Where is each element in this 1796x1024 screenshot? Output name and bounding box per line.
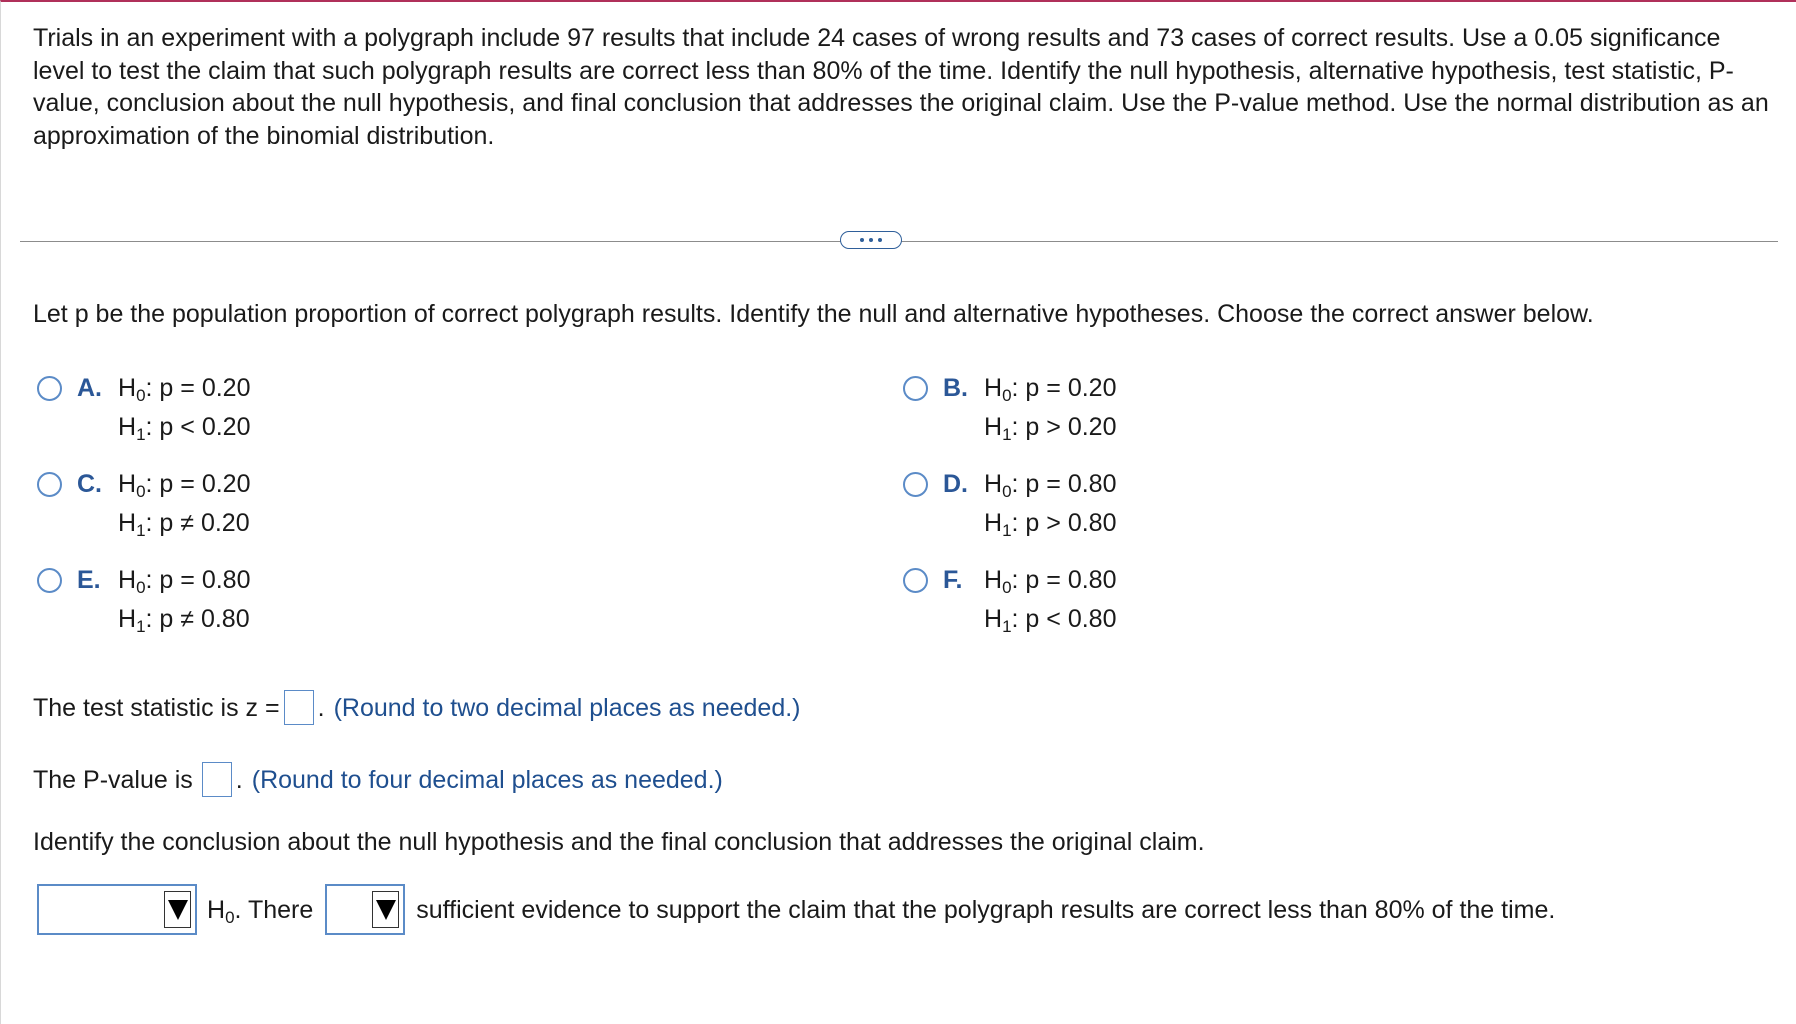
conclusion-tail-text: sufficient evidence to support the claim that the polygraph results are correct less than 80% of the time.	[416, 895, 1556, 924]
evidence-dropdown[interactable]	[325, 884, 405, 935]
null-hypothesis: $H_0$: p = 0.20	[118, 470, 251, 501]
alternative-hypothesis: $H_1$: p < 0.20	[118, 413, 251, 444]
radio-button-f[interactable]	[903, 568, 928, 593]
alternative-hypothesis: $H_1$: p > 0.80	[984, 509, 1117, 540]
alternative-hypothesis: $H_1$: p ≠ 0.80	[118, 605, 250, 636]
radio-button-e[interactable]	[37, 568, 62, 593]
radio-button-c[interactable]	[37, 472, 62, 497]
null-hypothesis: $H_0$: p = 0.80	[118, 566, 251, 597]
dropdown-arrow-icon[interactable]	[372, 891, 399, 928]
test-statistic-label: The test statistic is z =	[33, 693, 280, 722]
p-value-line	[33, 762, 723, 797]
alternative-hypothesis: $H_1$: p > 0.20	[984, 413, 1117, 444]
null-hypothesis: $H_0$: p = 0.80	[984, 566, 1117, 597]
radio-button-d[interactable]	[903, 472, 928, 497]
option-letter: C.	[77, 470, 102, 498]
option-letter: A.	[77, 374, 102, 402]
p-value-hint: (Round to four decimal places as needed.)	[251, 765, 723, 794]
alternative-hypothesis: $H_1$: p ≠ 0.20	[118, 509, 250, 540]
question-text: Trials in an experiment with a polygraph include 97 results that include 24 cases of wrong results and 73 cases of correct results. Use a 0.05 significance level to test the claim that such polygraph results are correct less than 80% of the time. Identify the null hypothesis, alternative hypothesis, test statistic, P-value, conclusion about the null hypothesis, and final conclusion that addresses the original claim. Use the P-value method. Use the normal distribution as an approximation of the binomial distribution.	[33, 24, 1769, 150]
null-hypothesis: $H_0$: p = 0.20	[984, 374, 1117, 405]
option-letter: B.	[943, 374, 968, 402]
option-c[interactable]	[37, 468, 437, 543]
option-d[interactable]	[903, 468, 1303, 543]
option-letter: D.	[943, 470, 968, 498]
dot-icon	[869, 238, 873, 242]
option-e[interactable]	[37, 564, 437, 639]
h0-label: $H_0$. There	[207, 895, 314, 927]
null-hypothesis: $H_0$: p = 0.20	[118, 374, 251, 405]
option-letter: E.	[77, 566, 101, 594]
dropdown-arrow-icon[interactable]	[164, 891, 191, 928]
conclusion-line	[33, 884, 1555, 935]
test-statistic-line	[33, 690, 801, 725]
show-more-button[interactable]	[840, 231, 902, 249]
test-statistic-input[interactable]	[284, 690, 314, 725]
option-b[interactable]	[903, 372, 1303, 447]
dot-icon	[878, 238, 882, 242]
p-value-input[interactable]	[202, 762, 232, 797]
conclusion-prompt: Identify the conclusion about the null hypothesis and the final conclusion that addresses the original claim.	[33, 828, 1205, 856]
dot-icon	[860, 238, 864, 242]
null-conclusion-dropdown[interactable]	[37, 884, 197, 935]
option-letter: F.	[943, 566, 963, 594]
radio-button-a[interactable]	[37, 376, 62, 401]
option-a[interactable]	[37, 372, 437, 447]
period: .	[317, 693, 325, 722]
null-hypothesis: $H_0$: p = 0.80	[984, 470, 1117, 501]
option-f[interactable]	[903, 564, 1303, 639]
hypothesis-prompt: Let p be the population proportion of correct polygraph results. Identify the null and alternative hypotheses. Choose the correct answer below.	[33, 300, 1594, 328]
test-statistic-hint: (Round to two decimal places as needed.)	[333, 693, 801, 722]
radio-button-b[interactable]	[903, 376, 928, 401]
period: .	[235, 765, 243, 794]
alternative-hypothesis: $H_1$: p < 0.80	[984, 605, 1117, 636]
p-value-label: The P-value is	[33, 765, 193, 794]
